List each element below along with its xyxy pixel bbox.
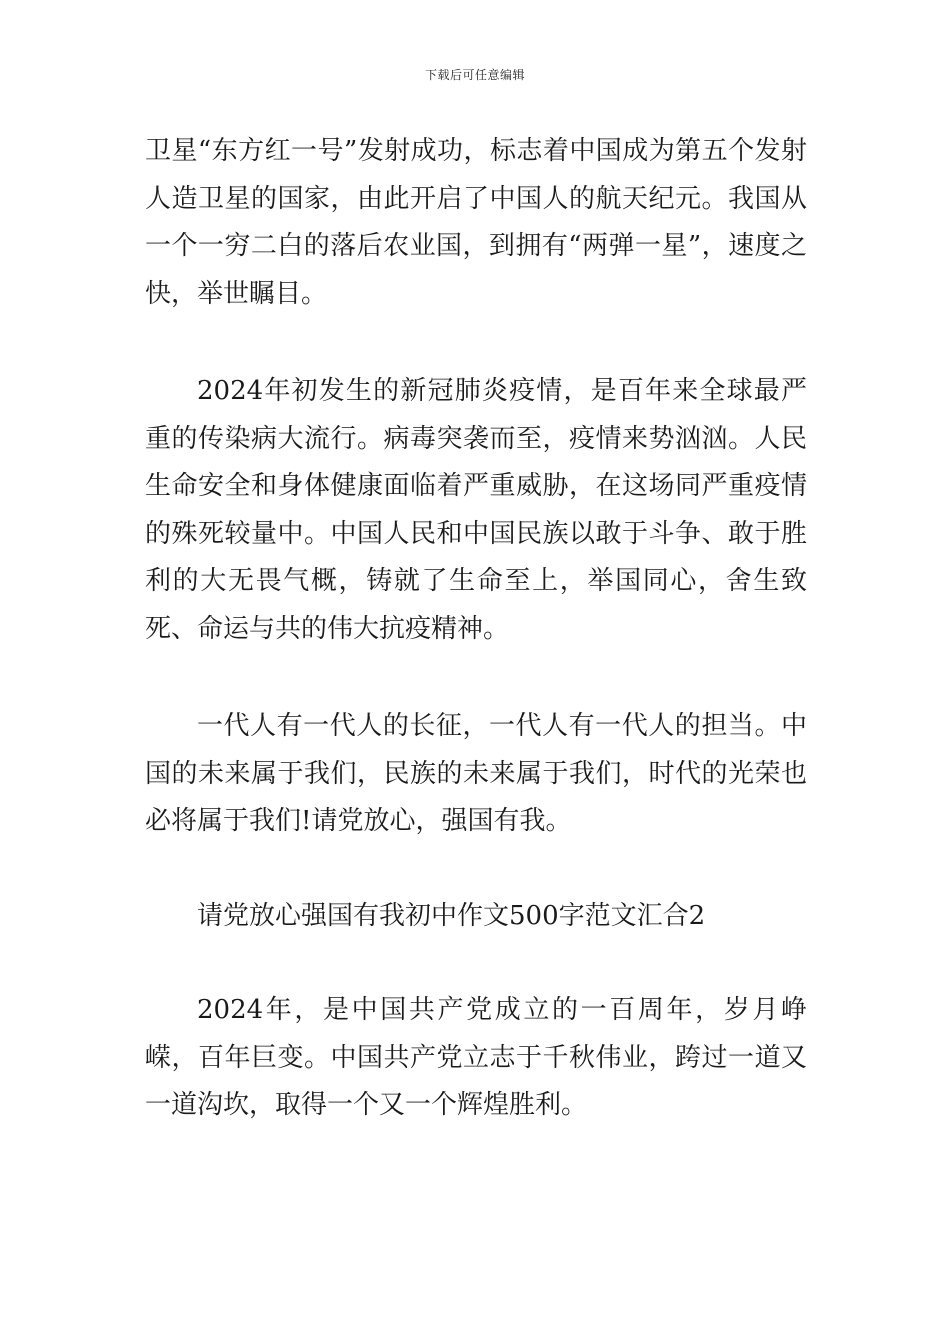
paragraph-5: 2024年，是中国共产党成立的一百周年，岁月峥嵘，百年巨变。中国共产党立志于千秋伟业，跨过一道又一道沟坎，取得一个又一个辉煌胜利。 <box>145 995 807 1120</box>
paragraph-1: 卫星“东方红一号”发射成功，标志着中国成为第五个发射人造卫星的国家，由此开启了中国人的航天纪元。我国从一个一穷二白的落后农业国，到拥有“两弹一星”，速度之快，举世瞩目。 <box>145 136 807 309</box>
paragraph-gap <box>145 940 807 987</box>
paragraph-gap <box>145 653 807 703</box>
paragraph-gap <box>145 318 807 368</box>
page-header-note: 下载后可任意编辑 <box>424 68 525 82</box>
paragraph-3: 一代人有一代人的长征，一代人有一代人的担当。中国的未来属于我们，民族的未来属于我们，时代的光荣也必将属于我们!请党放心，强国有我。 <box>145 711 807 836</box>
paragraph-2: 2024年初发生的新冠肺炎疫情，是百年来全球最严重的传染病大流行。病毒突袭而至，疫情来势汹汹。人民生命安全和身体健康面临着严重威胁，在这场同严重疫情的殊死较量中。中国人民和中国民族以敢于斗争、敢于胜利的大无畏气概，铸就了生命至上，举国同心，舍生致死、命运与共的伟大抗疫精神。 <box>145 376 807 644</box>
paragraph-gap <box>145 846 807 893</box>
document-body <box>145 128 807 1130</box>
section-heading: 请党放心强国有我初中作文500字范文汇合2 <box>197 900 706 931</box>
